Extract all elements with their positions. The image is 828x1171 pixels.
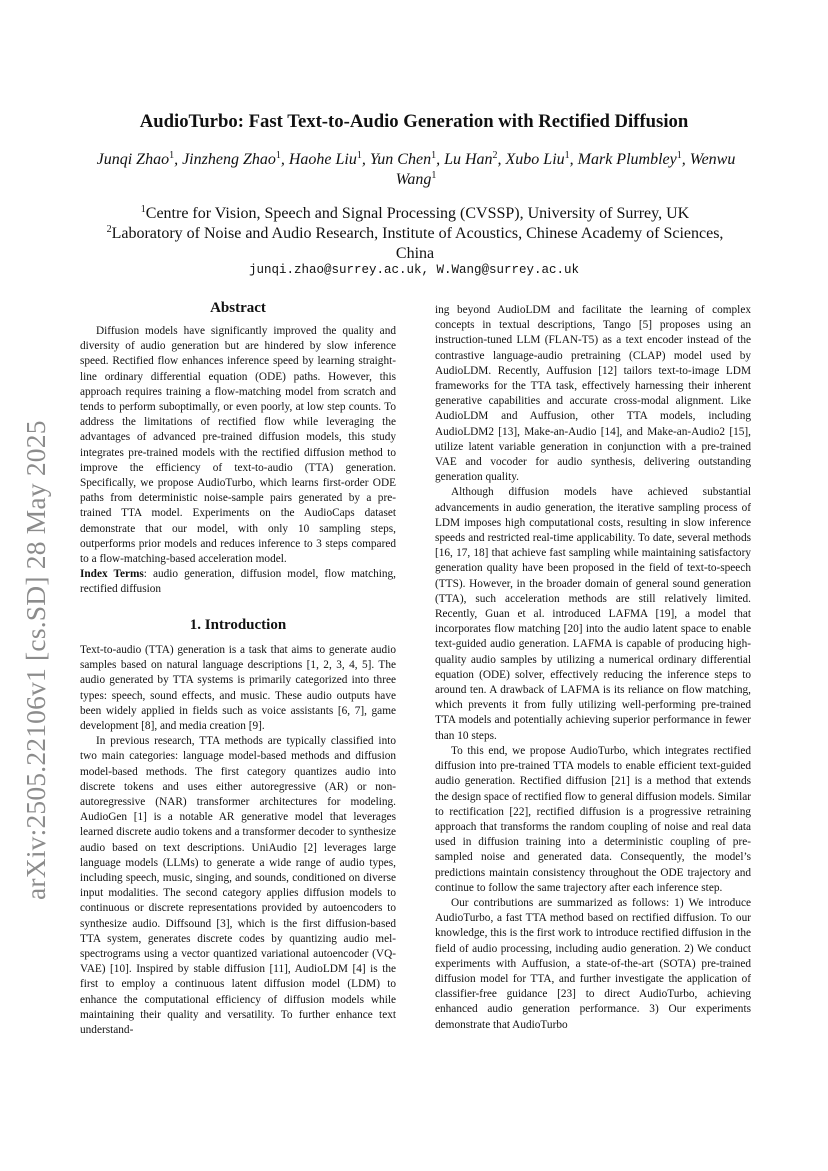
- introduction-left-column: [80, 643, 396, 1038]
- author-affiliation-mark: 2: [492, 150, 498, 161]
- abstract-section: [80, 324, 396, 598]
- paragraph: In previous research, TTA methods are typically classified into two main categories: language model-based methods and diffusion model-based methods. The first category quantizes audio into discrete tokens and uses either autoregressive (AR) or non-autoregressive (NAR) transformer architectures for modeling. AudioGen [1] is a notable AR generative model that leverages learned discrete audio tokens and a transformer decoder to synthesize audio based on text descriptions. UniAudio [2] leverages large language models (LLMs) to generate a wide range of audio types, including speech, music, singing, and sounds, conditioned on diverse input modalities. The second category applies diffusion models to continuous or discrete representations provided by autoencoders to synthesize audio. Diffsound [3], which is the first diffusion-based TTA system, generates discrete codes by quantizing audio mel-spectrograms using a vector quantized variational autoencoder (VQ-VAE) [10]. Inspired by stable diffusion [11], AudioLDM [4] is the first to employ a continuous latent diffusion model (LDM) to enhance the computational efficiency of diffusion models while maintaining their quality and versatility. To further enhance text understand-: [80, 735, 396, 1037]
- affiliation-number: 2: [106, 224, 112, 235]
- author: Lu Han: [444, 151, 493, 168]
- author-affiliation-mark: 1: [169, 150, 175, 161]
- arxiv-identifier: arXiv:2505.22106v1 [cs.SD] 28 May 2025: [20, 420, 51, 900]
- introduction-right-column: [435, 303, 751, 1033]
- index-terms-label: Index Terms: [80, 568, 144, 581]
- author-affiliation-mark: 1: [431, 170, 437, 181]
- affiliation-line: $^1$Centre for Vision, Speech and Signal Processing (CVSSP), University of Surrey, UK: [140, 204, 690, 222]
- paper-title: AudioTurbo: Fast Text-to-Audio Generation with Rectified Diffusion: [139, 111, 689, 132]
- author-affiliation-mark: 1: [676, 150, 682, 161]
- affiliation-line: $^2$Laboratory of Noise and Audio Research, Institute of Acoustics, Chinese Academy of Sciences,: [106, 224, 724, 242]
- abstract-heading: Abstract: [210, 300, 266, 316]
- affiliation-number: 1: [140, 204, 146, 215]
- author-affiliation-mark: 1: [356, 150, 362, 161]
- author-list: Junqi Zhao$^1$, Jinzheng Zhao$^1$, Haohe Liu$^1$, Yun Chen$^1$, Lu Han$^2$, Xubo Liu$^1$, Mark Plumbley$^1$, Wenwu Wang$^1$: [96, 150, 736, 188]
- index-terms-text: : audio generation, diffusion model, flow matching, rectified diffusion: [80, 568, 396, 596]
- paragraph: To this end, we propose AudioTurbo, which integrates rectified diffusion into pre-trained TTA models to enable efficient text-guided audio generation. Rectified diffusion [21] is a method that extends the design space of rectified flow to general diffusion models. Similar to rectification [22], rectified diffusion is a progressive retraining approach that transforms the random coupling of noise and real data used in diffusion training into a deterministic coupling of pre-sampled noise and generated data. Consequently, the model’s predictions maintain consistency throughout the ODE trajectory and continue to follow the same trajectory after each inference step.: [435, 744, 751, 894]
- arxiv-identifier-margin: [18, 340, 54, 900]
- author-affiliation-mark: 1: [275, 150, 281, 161]
- paragraph: Our contributions are summarized as follows: 1) We introduce AudioTurbo, a fast TTA method based on rectified diffusion. To our knowledge, this is the first work to introduce rectified diffusion in the field of audio processing, including audio generation. 2) We conduct experiments with Auffusion, a state-of-the-art (SOTA) pre-trained diffusion model for TTA, and further investigate the application of classifier-free guidance [23] to direct AudioTurbo, achieving enhanced audio generation performance. 3) Our experiments demonstrate that AudioTurbo: [435, 896, 751, 1031]
- author: Xubo Liu: [505, 151, 565, 168]
- author: Jinzheng Zhao: [182, 151, 276, 168]
- author-last-name: Wang: [395, 171, 432, 188]
- author-first-name: Wenwu: [689, 151, 736, 168]
- author: Mark Plumbley: [577, 151, 677, 168]
- paragraph: Text-to-audio (TTA) generation is a task that aims to generate audio samples based on natural language descriptions [1, 2, 3, 4, 5]. The audio generated by TTA systems is primarily categorized into three types: speech, sound effects, and music. These audio outputs have been widely applied in fields such as voice assistants [6, 7], game development [8], and media creation [9].: [80, 644, 396, 733]
- affiliation-line: China: [395, 245, 435, 262]
- introduction-heading: 1. Introduction: [189, 617, 287, 633]
- author: Yun Chen: [369, 151, 432, 168]
- author: Haohe Liu: [288, 151, 357, 168]
- abstract-body: Diffusion models have significantly improved the quality and diversity of audio generation but are hindered by slow inference speed. Rectified flow enhances inference speed by learning straight-line ordinary differential equation (ODE) paths. However, this approach requires training a flow-matching model from scratch and tends to perform suboptimally, or even poorly, at low step counts. To address the limitations of rectified flow while leveraging the advantages of advanced pre-trained diffusion models, this study integrates pre-trained models with the rectified diffusion method to improve the efficiency of text-to-audio (TTA) generation. Specifically, we propose AudioTurbo, which learns first-order ODE paths from deterministic noise-sample pairs generated by a pre-trained TTA model. Experiments on the AudioCaps dataset demonstrate that our model, with only 10 sampling steps, outperforms prior models and reduces inference to 3 steps compared to a flow-matching-based acceleration model.: [80, 325, 396, 566]
- author-affiliation-mark: 1: [564, 150, 570, 161]
- author-emails: junqi.zhao@surrey.ac.uk, W.Wang@surrey.ac.uk: [248, 263, 580, 277]
- affiliations: [70, 204, 760, 264]
- author: Junqi Zhao: [96, 151, 170, 168]
- author-affiliation-mark: 1: [431, 150, 437, 161]
- paragraph: Although diffusion models have achieved substantial advancements in audio generation, the iterative sampling process of LDM imposes high computational costs, resulting in slow inference speeds and restricted real-time applicability. To date, several methods [16, 17, 18] that achieve fast sampling while maintaining satisfactory generation quality have been proposed in the field of text-to-speech (TTS). However, in the broader domain of general sound generation (TTA), such acceleration methods are still relatively limited. Recently, Guan et al. introduced LAFMA [19], a model that incorporates flow matching [20] into the audio latent space to enable text-guided audio generation. LAFMA is capable of producing high-quality audio samples by utilizing a numerical ordinary differential equation (ODE) solver, effectively reducing the inference steps to around ten. A drawback of LAFMA is its reliance on flow matching, which prevents it from fully utilizing well-performing pre-trained TTA models and potentially achieving superior performance in fewer than 10 steps.: [435, 486, 751, 742]
- paragraph: ing beyond AudioLDM and facilitate the learning of complex concepts in textual descriptions, Tango [5] proposes using an instruction-tuned LLM (FLAN-T5) as a text encoder instead of the contrastive language-audio pretraining (CLAP) model used by AudioLDM. Recently, Auffusion [12] tailors text-to-image LDM frameworks for the TTA task, effectively harnessing their inherent generative capabilities and accurate cross-modal alignment. Like AudioLDM and Auffusion, other TTA models, including AudioLDM2 [13], Make-an-Audio [14], and Make-an-Audio2 [15], utilize latent variable generation in conjunction with a pre-trained VAE and vocoder for audio synthesis, delivering outstanding generation quality.: [435, 304, 751, 484]
- index-terms: [80, 567, 396, 597]
